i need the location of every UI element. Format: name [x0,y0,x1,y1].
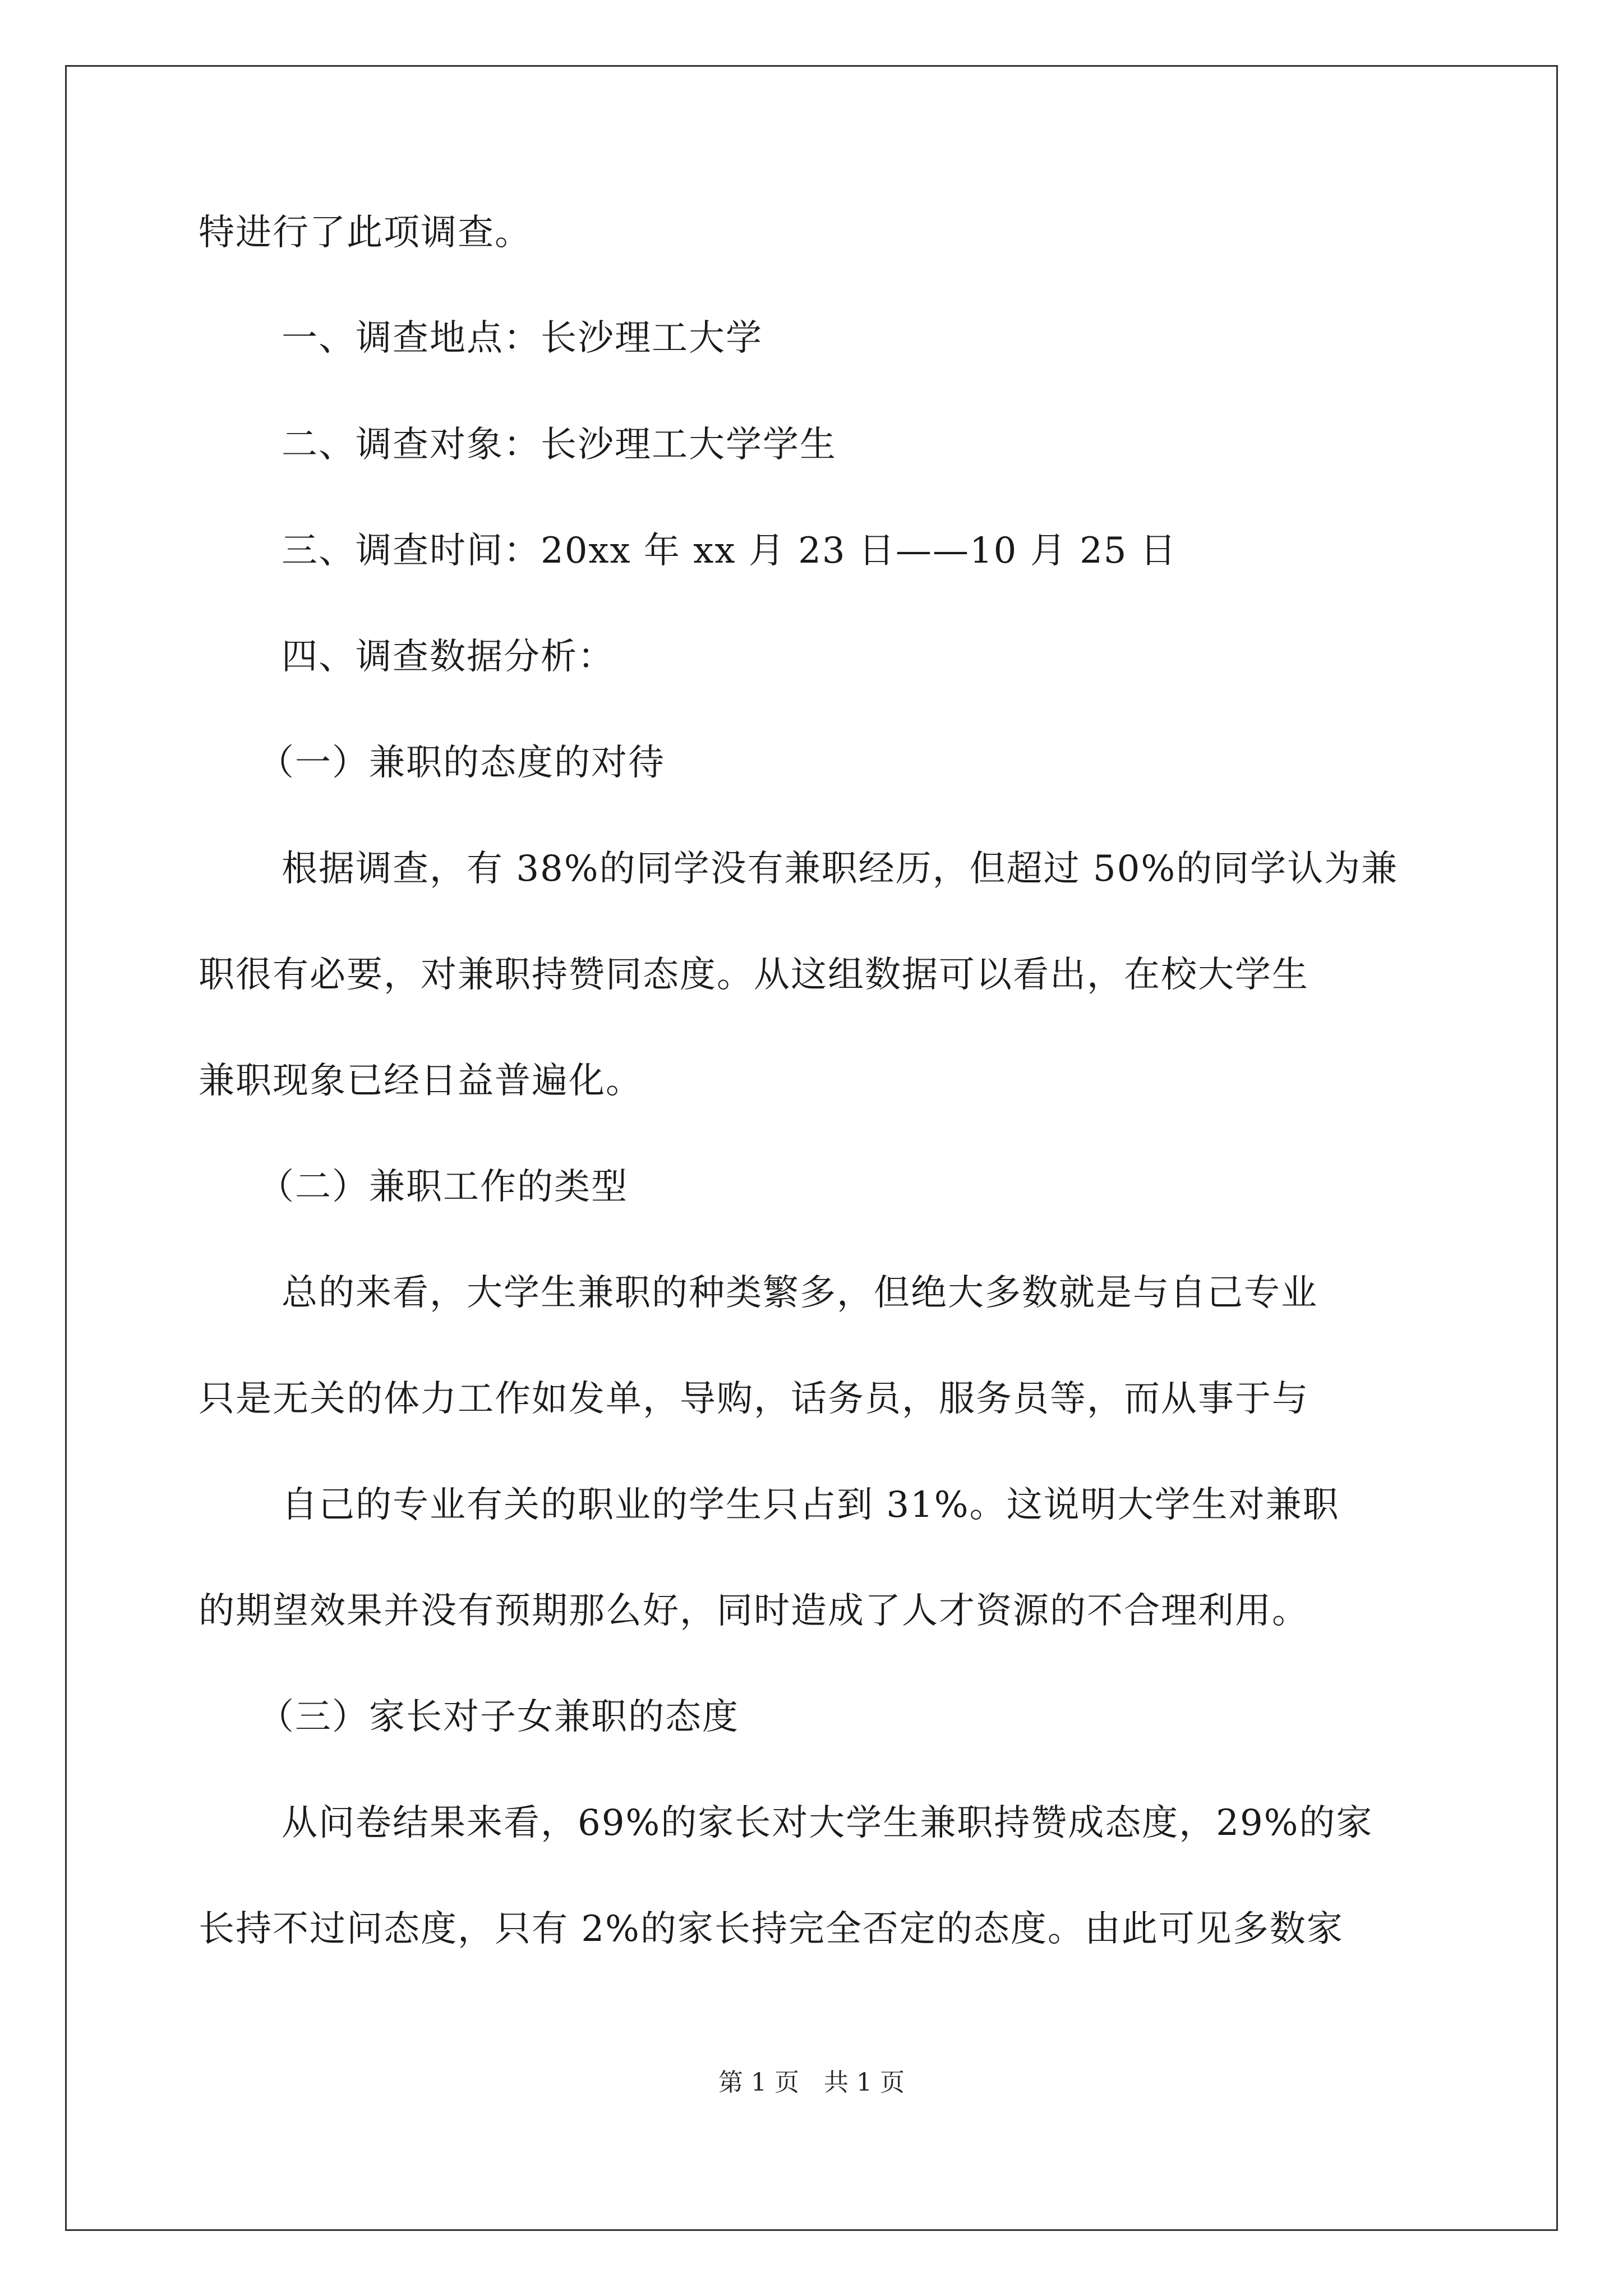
body-text-line: 总的来看，大学生兼职的种类繁多，但绝大多数就是与自己专业 [282,1272,1318,1314]
body-text-line: 兼职现象已经日益普遍化。 [199,1060,643,1102]
subsection-heading-attitude: （一）兼职的态度的对待 [258,742,665,784]
body-text-line: 从问卷结果来看，69%的家长对大学生兼职持赞成态度，29%的家 [282,1802,1373,1844]
section-heading-time: 三、调查时间：20xx 年 xx 月 23 日——10 月 25 日 [282,530,1177,572]
page-frame [65,65,1558,2231]
body-text-line: 只是无关的体力工作如发单，导购，话务员，服务员等，而从事于与 [199,1378,1309,1420]
section-heading-analysis: 四、调查数据分析： [282,636,615,678]
subsection-heading-job-types: （二）兼职工作的类型 [258,1166,628,1208]
page-total: 共 1 页 [824,2068,905,2097]
body-text-line: 长持不过问态度，只有 2%的家长持完全否定的态度。由此可见多数家 [199,1908,1344,1950]
body-text-line: 根据调查，有 38%的同学没有兼职经历，但超过 50%的同学认为兼 [282,848,1399,890]
page-footer [0,2067,1623,2099]
section-heading-location: 一、调查地点：长沙理工大学 [282,318,763,359]
body-text-line: 特进行了此项调查。 [199,212,532,254]
body-text-line: 的期望效果并没有预期那么好，同时造成了人才资源的不合理利用。 [199,1590,1309,1632]
section-heading-subject: 二、调查对象：长沙理工大学学生 [282,424,837,466]
body-text-line: 职很有必要，对兼职持赞同态度。从这组数据可以看出，在校大学生 [199,954,1309,996]
page-number: 第 1 页 [718,2068,799,2097]
body-text-line: 自己的专业有关的职业的学生只占到 31%。这说明大学生对兼职 [282,1484,1340,1526]
subsection-heading-parents: （三）家长对子女兼职的态度 [258,1696,739,1738]
